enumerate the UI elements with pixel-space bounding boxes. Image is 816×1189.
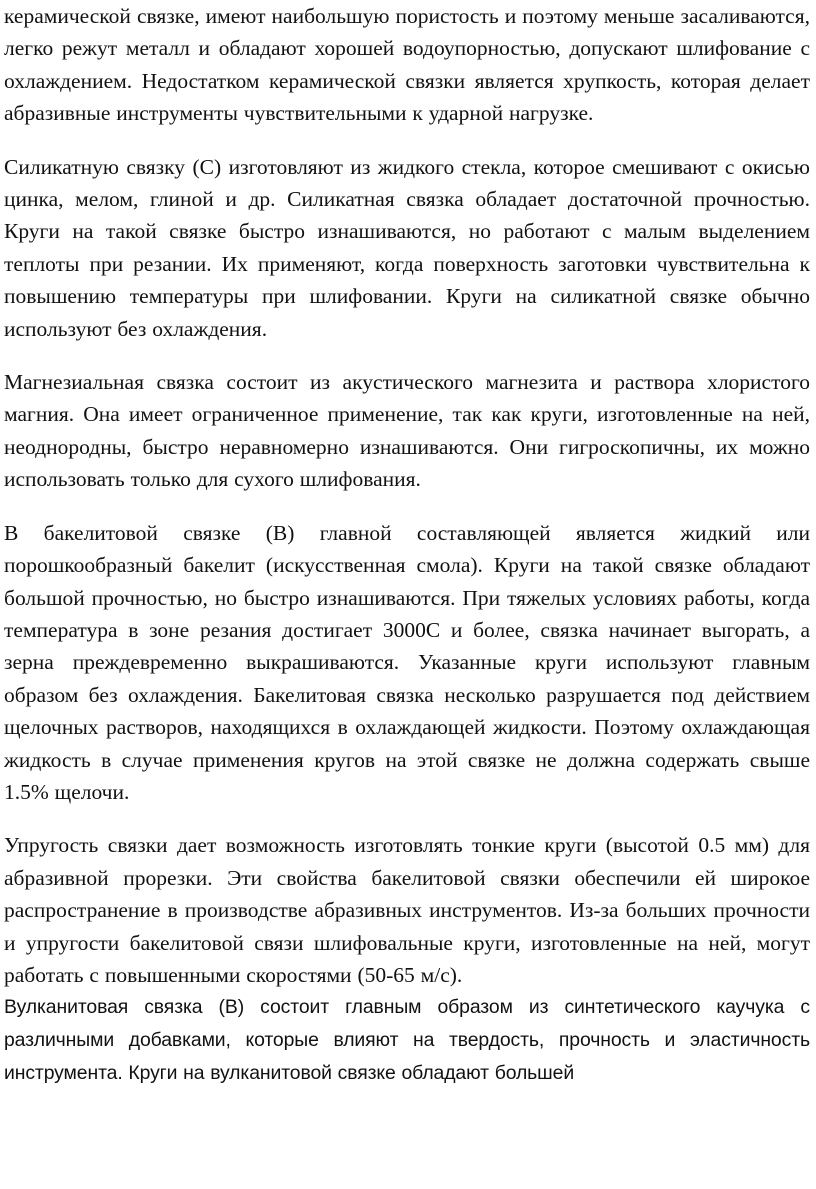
- paragraph-ceramic-bond: керамической связке, имеют наибольшую пористость и поэтому меньше засаливаются, легко режут металл и обладают хорошей водоупорностью, допускают шлифование с охлаждением. Недостатком керамической связки является хрупкость, которая делает абразивные инструменты чувствительными к ударной нагрузке.: [4, 4, 810, 126]
- paragraph-bond-elasticity: Упругость связки дает возможность изготовлять тонкие круги (высотой 0.5 мм) для абразивной прорезки. Эти свойства бакелитовой связки обеспечили ей широкое распространение в производстве абразивных инструментов. Из-за больших прочности и упругости бакелитовой связи шлифовальные круги, изготовленные на ней, могут работать с повышенными скоростями (50-65 м/с).: [4, 833, 810, 987]
- paragraph-bakelite-bond: В бакелитовой связке (В) главной составляющей является жидкий или порошкообразный бакелит (искусственная смола). Круги на такой связке обладают большой прочностью, но быстро изнашиваются. При тяжелых условиях работы, когда температура в зоне резания достигает 3000С и более, связка начинает выгорать, а зерна преждевременно выкрашиваются. Указанные круги используют главным образом без охлаждения. Бакелитовая связка несколько разрушается под действием щелочных растворов, находящихся в охлаждающей жидкости. Поэтому охлаждающая жидкость в случае применения кругов на этой связке не должна содержать свыше 1.5% щелочи.: [4, 520, 810, 804]
- paragraph-magnesia-bond: Магнезиальная связка состоит из акустического магнезита и раствора хлористого магния. Она имеет ограниченное применение, так как круги, изготовленные на ней, неоднородны, быстро неравномерно изнашиваются. Они гигроскопичны, их можно использовать только для сухого шлифования.: [4, 370, 810, 492]
- paragraph-silicate-bond: Силикатную связку (С) изготовляют из жидкого стекла, которое смешивают с окисью цинка, мелом, глиной и др. Силикатная связка обладает достаточной прочностью. Круги на такой связке быстро изнашиваются, но работают с малым выделением теплоты при резании. Их применяют, когда поверхность заготовки чувствительна к повышению температуры при шлифовании. Круги на силикатной связке обычно используют без охлаждения.: [4, 154, 810, 341]
- paragraph-vulcanite-bond: Вулканитовая связка (В) состоит главным образом из синтетического каучука с различными добавками, которые влияют на твердость, прочность и эластичность инструмента. Круги на вулканитовой связке обладают большей: [4, 996, 810, 1085]
